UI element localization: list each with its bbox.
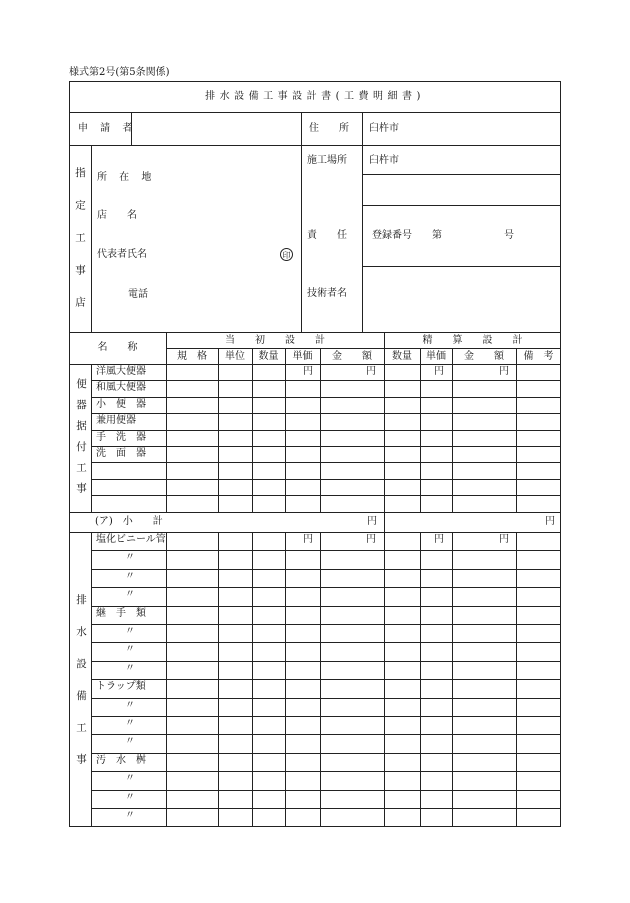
item-name: 手 洗 器 — [96, 431, 146, 443]
contractor-block-bottom — [69, 332, 561, 333]
header-bottom — [69, 364, 561, 365]
registration-suffix: 号 — [504, 230, 514, 241]
site-line-2 — [362, 205, 561, 206]
applicant-divider — [131, 112, 132, 145]
v-rule — [452, 364, 453, 512]
final-col-header: 数量 — [392, 351, 412, 362]
row-line — [91, 479, 561, 480]
row-line — [91, 771, 561, 772]
item-name: 〃 — [125, 718, 135, 729]
item-name: 〃 — [125, 570, 135, 582]
initial-col-header: 規 格 — [177, 351, 207, 362]
item-name: トラップ類 — [96, 681, 146, 693]
registration-line — [362, 266, 561, 267]
item-name: 汚 水 桝 — [96, 754, 146, 766]
registration-label: 登録番号 — [372, 230, 412, 241]
section1-label: 便器据付工事 — [75, 378, 87, 493]
row-line — [91, 661, 561, 662]
yen-unit: 円 — [499, 366, 509, 377]
form-title: 排水設備工事設計書(工費明細書) — [205, 91, 425, 102]
v-rule — [320, 364, 321, 512]
yen-unit: 円 — [366, 366, 376, 377]
final-header-divider — [384, 348, 561, 349]
yen-unit: 円 — [499, 534, 509, 545]
site-value: 臼杵市 — [369, 155, 399, 166]
final-col-header: 単価 — [426, 351, 446, 362]
initial-col-header: 数量 — [258, 351, 279, 362]
final-col-header: 金 額 — [464, 351, 504, 362]
yen-unit: 円 — [434, 534, 444, 545]
subtotal-yen-final: 円 — [545, 516, 555, 527]
section1-bottom — [69, 512, 561, 513]
initial-header-divider — [166, 348, 384, 349]
subtotal-label: (ア) 小 計 — [95, 516, 163, 527]
item-name: 〃 — [125, 736, 135, 748]
row-line — [91, 569, 561, 570]
phone-label: 電話 — [128, 289, 148, 300]
final-col-header: 備 考 — [523, 351, 554, 362]
item-name: 〃 — [125, 626, 135, 637]
item-name: 継 手 類 — [96, 607, 146, 619]
item-name: 〃 — [125, 810, 135, 821]
row-line — [91, 790, 561, 791]
item-name: 兼用便器 — [96, 415, 136, 427]
row-line — [91, 550, 561, 551]
item-name: 〃 — [125, 773, 135, 785]
row-line — [91, 587, 561, 588]
item-name: 〃 — [125, 644, 135, 656]
name-header: 名 称 — [97, 342, 138, 353]
yen-unit: 円 — [303, 534, 313, 545]
item-name: 〃 — [125, 791, 135, 803]
item-name: 〃 — [125, 552, 135, 564]
v-rule — [218, 364, 219, 512]
initial-col-header: 単位 — [225, 351, 245, 362]
item-name: 〃 — [125, 662, 135, 674]
initial-col-header: 単価 — [292, 351, 313, 362]
row-line — [91, 495, 561, 496]
yen-unit: 円 — [366, 534, 376, 545]
yen-unit: 円 — [303, 366, 313, 377]
row-line — [91, 380, 561, 381]
subtotal-yen-initial: 円 — [367, 516, 377, 527]
row-line — [91, 606, 561, 607]
row-line — [91, 446, 561, 447]
row-line — [91, 753, 561, 754]
row-line — [91, 698, 561, 699]
registration-prefix: 第 — [432, 230, 442, 241]
contractor-group-label: 指定工事店 — [74, 167, 86, 307]
yen-unit: 円 — [434, 366, 444, 377]
row-line — [91, 679, 561, 680]
row-line — [91, 413, 561, 414]
row-line — [91, 430, 561, 431]
location-label: 所 在 地 — [97, 172, 156, 183]
item-name: 塩化ビニール管 — [96, 534, 166, 545]
row-line — [91, 462, 561, 463]
address-label: 住 所 — [309, 123, 349, 134]
applicant-row-bottom — [69, 145, 561, 146]
applicant-label: 申 請 者 — [78, 123, 137, 134]
item-name: 小 便 器 — [96, 398, 146, 410]
v-rule — [91, 364, 92, 512]
row-line — [91, 716, 561, 717]
shop-name-label: 店 名 — [97, 210, 137, 221]
item-name: 和風大便器 — [96, 382, 146, 394]
seal-mark: 印 — [280, 248, 293, 261]
v-rule — [285, 364, 286, 512]
title-divider — [69, 112, 561, 113]
final-design-header: 精 算 設 計 — [422, 335, 523, 346]
item-name: 洋風大便器 — [96, 366, 146, 377]
site-label: 施工場所 — [307, 155, 347, 166]
v-rule — [166, 364, 167, 512]
item-name: 〃 — [125, 699, 135, 711]
item-name: 洗 面 器 — [96, 448, 146, 459]
row-line — [91, 734, 561, 735]
item-name: 〃 — [125, 589, 135, 601]
site-line-1 — [362, 174, 561, 175]
row-line — [91, 624, 561, 625]
initial-design-header: 当 初 設 計 — [225, 335, 325, 346]
initial-col-header: 金 額 — [332, 351, 372, 362]
v-rule — [252, 364, 253, 512]
subtotal-bottom — [69, 532, 561, 533]
v-rule — [516, 364, 517, 512]
section2-label: 排水設備工事 — [75, 594, 87, 764]
contractor-divider — [91, 145, 92, 332]
v-rule — [420, 364, 421, 512]
form-label: 様式第2号(第5条関係) — [69, 67, 170, 78]
address-value: 臼杵市 — [369, 123, 399, 134]
row-line — [91, 642, 561, 643]
row-line — [91, 397, 561, 398]
representative-label: 代表者氏名 — [97, 249, 147, 260]
row-line — [91, 808, 561, 809]
engineer-label: 技術者名 — [307, 288, 347, 299]
responsible-label: 責 任 — [307, 230, 347, 241]
